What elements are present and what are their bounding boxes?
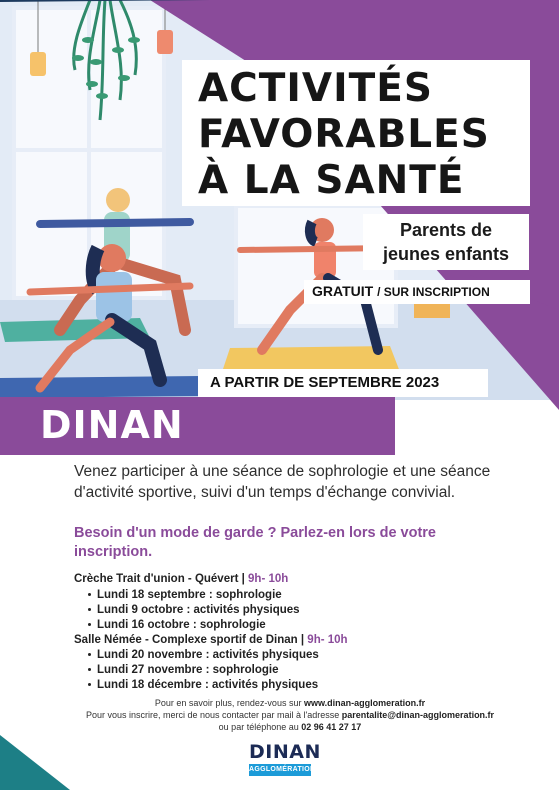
registration-label: / SUR INSCRIPTION [377,285,490,299]
session-item: Lundi 18 septembre : sophrologie [88,589,282,601]
dinan-agglomeration-logo [249,741,321,779]
website-link[interactable]: www.dinan-agglomeration.fr [303,698,426,708]
bullet-icon [88,623,91,626]
session-item: Lundi 9 octobre : activités physiques [88,604,300,616]
venue-separator: | [300,634,305,646]
audience-line-2: jeunes enfants [382,244,510,264]
bullet-icon [88,683,91,686]
venue-name: Crèche Trait d'union - Quévert [74,573,239,585]
footer-line-2: Pour vous inscrire, merci de nous contacter par mail à l'adresse parentalite@dinan-agglomeration.fr [85,710,495,720]
email-link[interactable]: parentalite@dinan-agglomeration.fr [341,710,495,720]
title-line-1: ACTIVITÉS [198,66,433,111]
bullet-icon [88,653,91,656]
phone-number[interactable]: 02 96 41 27 17 [301,722,362,732]
childcare-callout: Besoin d'un mode de garde ? Parlez-en lors de votre inscription. [74,525,436,560]
logo-text: DINAN [249,741,321,763]
footer-line-3: ou par téléphone au 02 96 41 27 17 [218,722,362,732]
bottom-left-triangle [0,735,70,790]
city-name: DINAN [40,403,184,447]
venue-heading [74,634,348,646]
session-item: Lundi 27 novembre : sophrologie [88,664,278,676]
price-box [304,280,530,304]
venue-time: 9h- 10h [248,573,289,585]
session-item: Lundi 16 octobre : sophrologie [88,619,266,631]
audience-line-1: Parents de [399,220,493,240]
footer-line-1: Pour en savoir plus, rendez-vous sur www.dinan-agglomeration.fr [154,698,426,708]
session-item: Lundi 20 novembre : activités physiques [88,649,319,661]
city-band [0,397,395,455]
logo-subtext: AGGLOMÉRATION [249,764,311,776]
bullet-icon [88,608,91,611]
venue-time: 9h- 10h [307,634,348,646]
start-date: A PARTIR DE SEPTEMBRE 2023 [210,374,440,391]
title-line-3: À LA SANTÉ [198,158,465,203]
session-item: Lundi 18 décembre : activités physiques [88,679,318,691]
start-date-box [198,369,488,397]
title-line-2: FAVORABLES [198,112,490,157]
price-label: GRATUIT [312,283,374,299]
venue-separator: | [241,573,245,585]
venue-heading [74,573,288,585]
audience-box [363,214,529,270]
bullet-icon [88,593,91,596]
bullet-icon [88,668,91,671]
venue-name: Salle Némée - Complexe sportif de Dinan [74,634,298,646]
intro-text: Venez participer à une séance de sophrologie et une séance d'activité sportive, suivi d'un temps d'échange convivial. [74,463,491,501]
title-box [182,60,530,206]
